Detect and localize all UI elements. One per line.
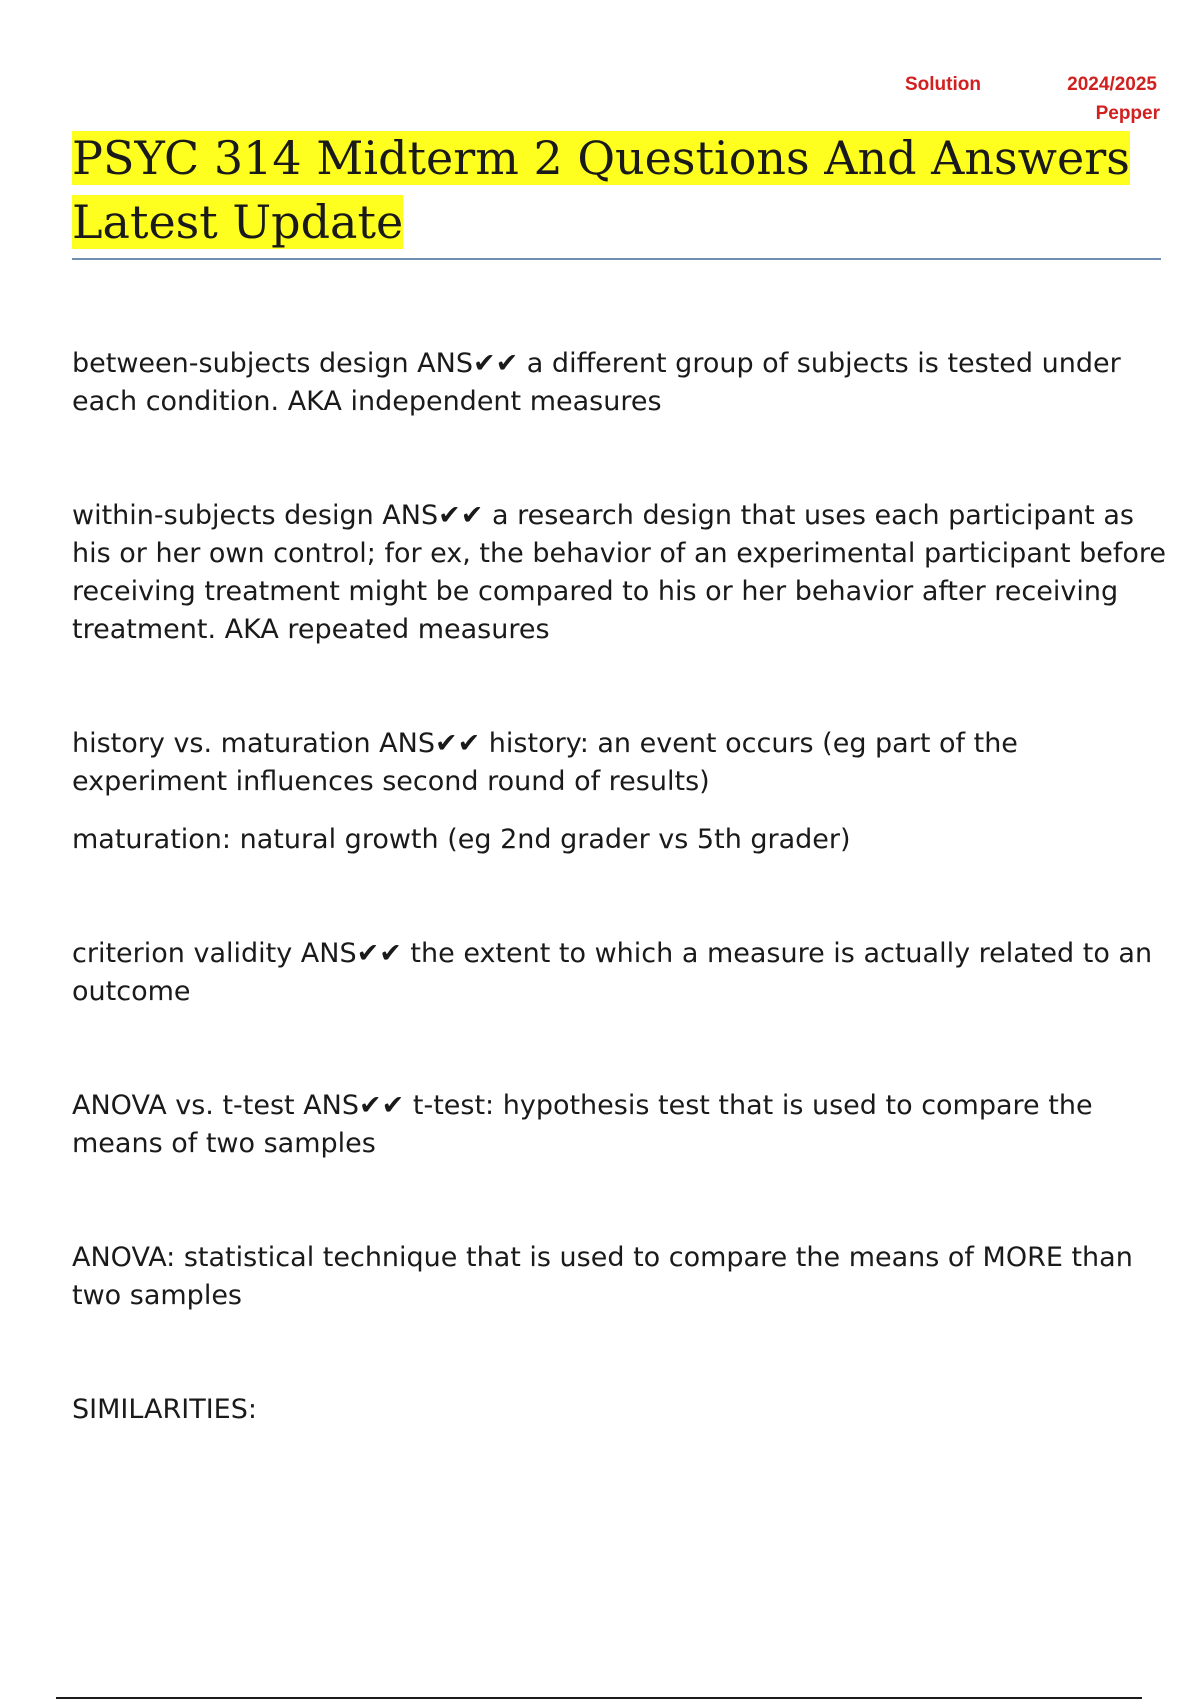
title-divider	[72, 258, 1161, 260]
solution-label: Solution	[905, 74, 981, 95]
entry-term: history vs. maturation ANS	[72, 728, 435, 759]
footer-divider	[56, 1697, 1142, 1699]
entry-definition: a research design that uses each participant as his or her own control; for ex, the behavior of an experimental participant before receiving treatment might be compared to his or her behavior after receiving treatment. AKA repeated measures	[72, 500, 1167, 645]
entry-definition: a different group of subjects is tested under each condition. AKA independent measures	[72, 348, 1121, 417]
checkmark-icon: ✔✔	[438, 500, 484, 531]
entry-history-maturation	[72, 725, 1172, 801]
entry-term: between-subjects design ANS	[72, 348, 473, 379]
year-label: 2024/2025	[1067, 74, 1157, 95]
checkmark-icon: ✔✔	[359, 1090, 405, 1121]
document-title-text: PSYC 314 Midterm 2 Questions And Answers Latest Update	[72, 131, 1130, 249]
document-title	[72, 126, 1162, 254]
entry-between-subjects	[72, 345, 1172, 421]
entry-similarities: SIMILARITIES:	[72, 1394, 257, 1425]
entry-definition: t-test: hypothesis test that is used to compare the means of two samples	[72, 1090, 1093, 1159]
entry-definition: the extent to which a measure is actually related to an outcome	[72, 938, 1153, 1007]
document-body	[72, 345, 1172, 1429]
checkmark-icon: ✔✔	[434, 728, 481, 759]
entry-anova-ttest	[72, 1087, 1172, 1163]
document-header	[0, 72, 1200, 132]
checkmark-icon: ✔✔	[356, 938, 402, 969]
entry-term: within-subjects design ANS	[72, 500, 439, 531]
entry-definition: history: an event occurs (eg part of the experiment influences second round of results)	[72, 728, 1018, 797]
title-block	[72, 126, 1162, 254]
checkmark-icon: ✔✔	[472, 348, 519, 379]
author-label: Pepper	[1095, 103, 1160, 124]
entry-term: criterion validity ANS	[72, 938, 357, 969]
entry-maturation-note: maturation: natural growth (eg 2nd grader vs 5th grader)	[72, 824, 851, 855]
entry-criterion-validity	[72, 935, 1172, 1011]
entry-term: ANOVA vs. t-test ANS	[72, 1090, 360, 1121]
entry-within-subjects	[72, 497, 1172, 649]
entry-anova-note: ANOVA: statistical technique that is used to compare the means of MORE than two samples	[72, 1242, 1133, 1311]
